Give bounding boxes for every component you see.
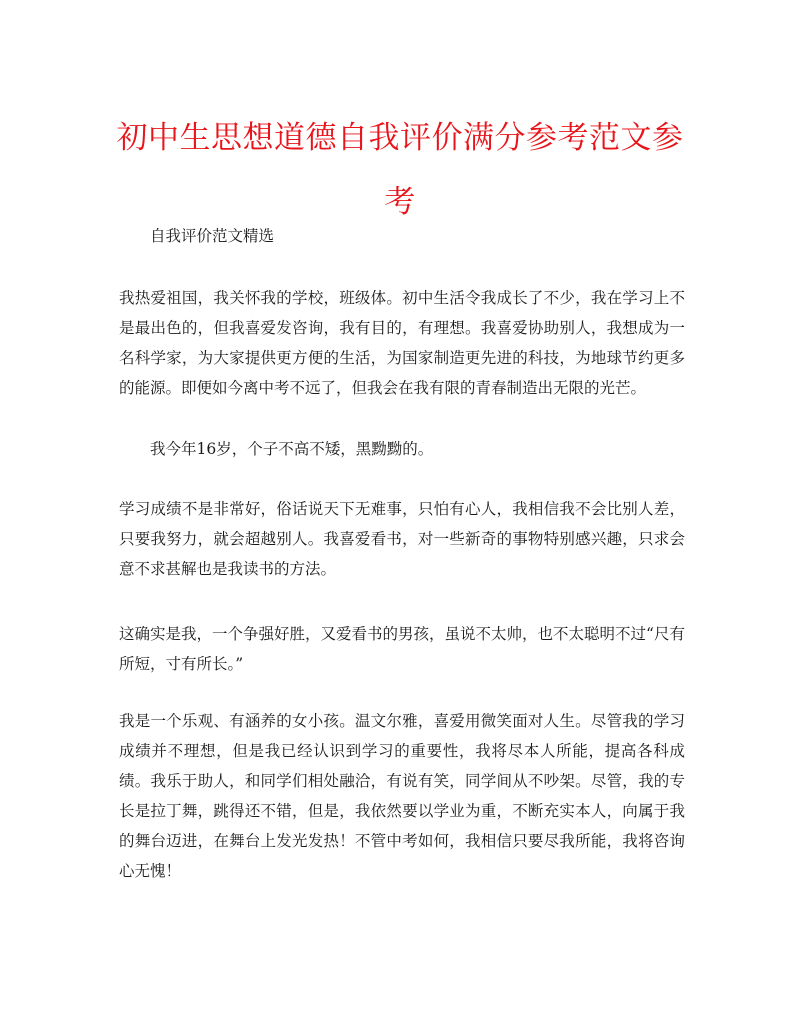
paragraph-5: 我是一个乐观、有涵养的女小孩。温文尔雅，喜爱用微笑面对人生。尽管我的学习成绩并不理想，但是我已经认识到学习的重要性，我将尽本人所能，提高各科成绩。我乐于助人，和同学们相处融洽，有说有笑，同学间从不吵架。尽管，我的专长是拉丁舞，跳得还不错，但是，我依然要以学业为重，不断充实本人，向属于我的舞台迈进，在舞台上发光发热！不管中考如何，我相信只要尽我所能，我将咨询心无愧！: [119, 712, 685, 880]
paragraph-1: 我热爱祖国，我关怀我的学校，班级体。初中生活令我成长了不少，我在学习上不是最出色的，但我喜爱发咨询，我有目的，有理想。我喜爱协助别人，我想成为一名科学家，为大家提供更方便的生活，为国家制造更先进的科技，为地球节约更多的能源。即便如今离中考不远了，但我会在我有限的青春制造出无限的光芒。: [119, 289, 685, 397]
document-title: 初中生思想道德自我评价满分参考范文参考: [116, 120, 684, 220]
document-subtitle: 自我评价范文精选: [150, 227, 275, 245]
paragraph-4: 这确实是我，一个争强好胜，又爱看书的男孩，虽说不太帅，也不太聪明不过“尺有所短，寸有所长。”: [119, 625, 685, 673]
paragraph-3: 学习成绩不是非常好，俗话说天下无难事，只怕有心人，我相信我不会比别人差，只要我努力，就会超越别人。我喜爱看书，对一些新奇的事物特别感兴趣，只求会意不求甚解也是我读书的方法。: [119, 500, 685, 578]
paragraph-2: 我今年16岁，个子不高不矮，黑黝黝的。: [150, 440, 434, 458]
